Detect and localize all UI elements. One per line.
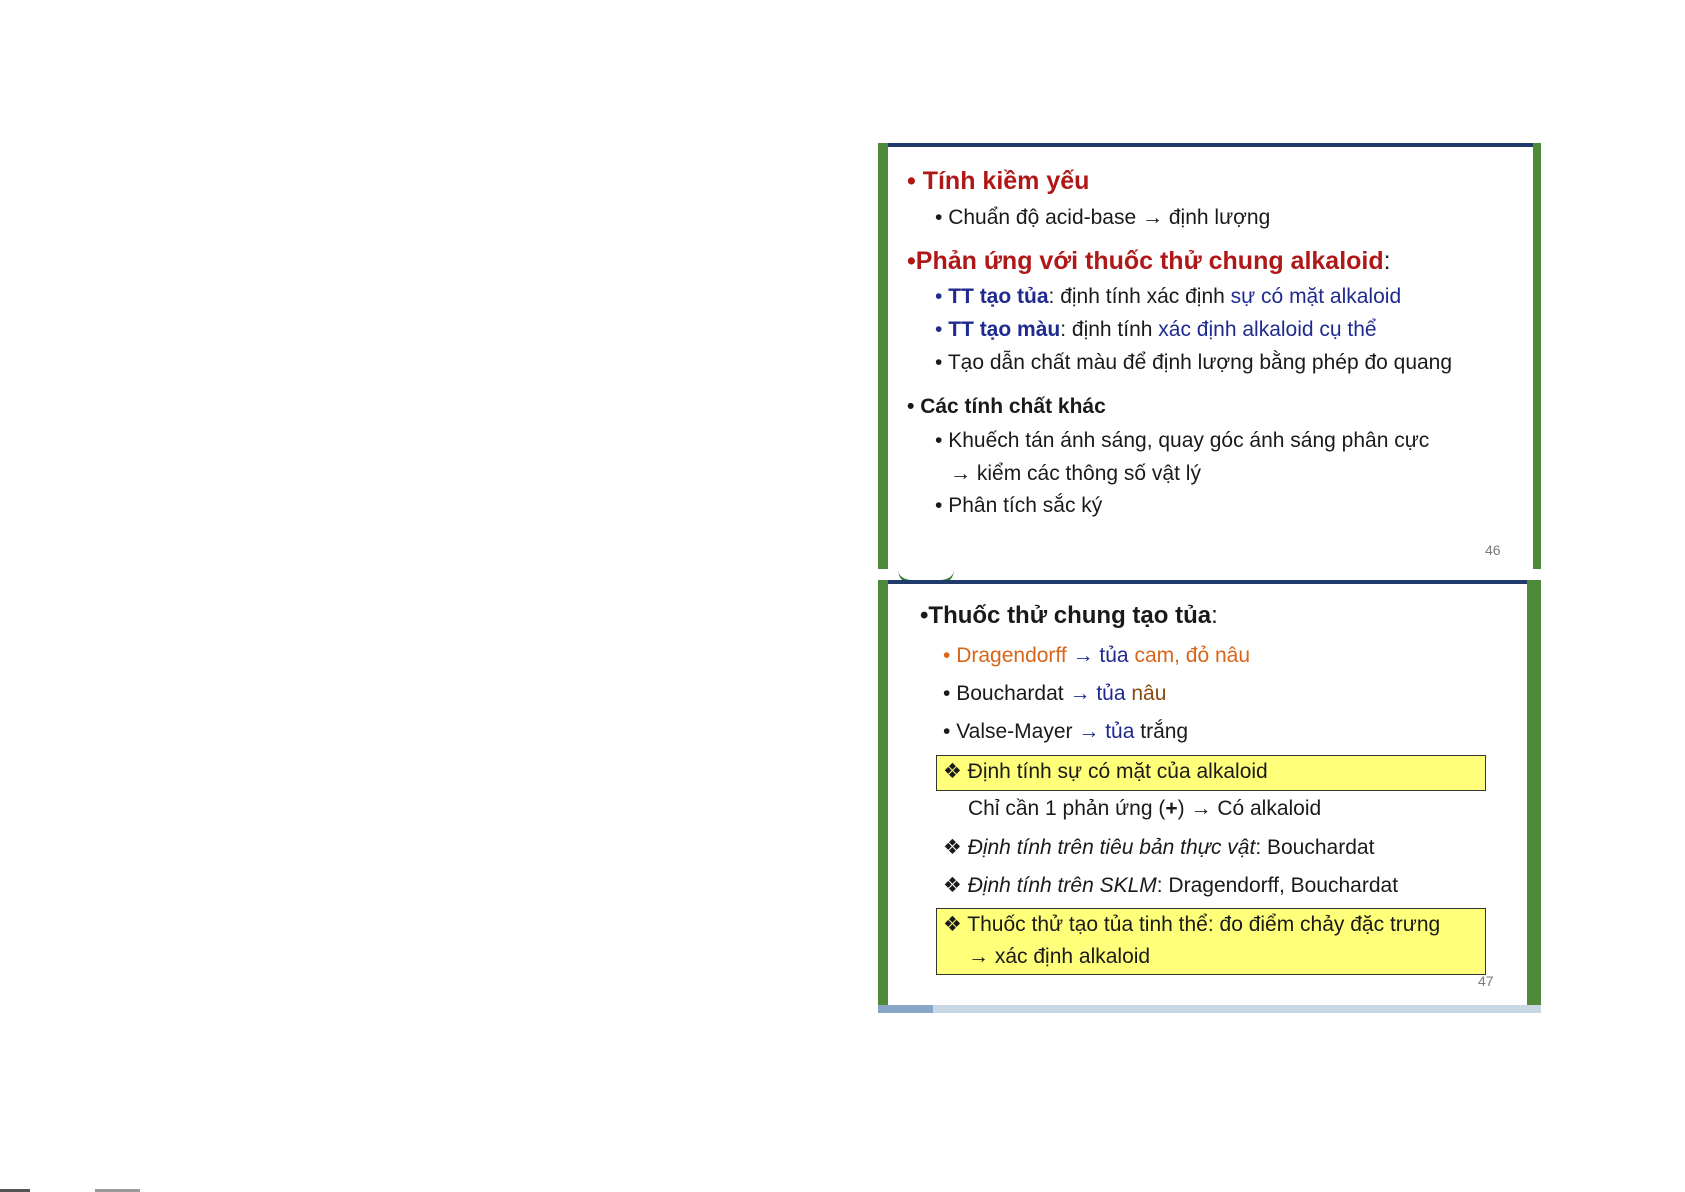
slide-right-border	[1533, 143, 1541, 569]
item-physical-params: → kiểm các thông số vật lý	[950, 462, 1201, 485]
bullet-icon: •	[935, 494, 943, 517]
diamond-bullet-icon: ❖	[943, 836, 962, 859]
item-titration: • Chuẩn độ acid-base → định lượng	[935, 206, 1271, 229]
heading-other-properties: • Các tính chất khác	[907, 395, 1106, 418]
arrow-right-icon: →	[1142, 206, 1164, 229]
bullet-icon: •	[935, 429, 943, 452]
arrow-right-icon: →	[1069, 682, 1091, 705]
slide-left-border	[878, 143, 888, 569]
note-one-reaction: Chỉ cần 1 phản ứng (+) → Có alkaloid	[968, 797, 1322, 820]
bullet-icon: •	[920, 602, 929, 629]
arrow-right-icon: →	[950, 462, 971, 485]
diamond-bullet-icon: ❖	[943, 913, 962, 936]
bullet-icon: •	[907, 247, 916, 275]
diamond-bullet-icon: ❖	[943, 760, 962, 783]
slide-right-border	[1527, 580, 1541, 1005]
page-number-47: 47	[1478, 973, 1494, 989]
item-bouchardat: • Bouchardat → tủa nâu	[943, 682, 1167, 705]
note-plant-specimen: ❖ Định tính trên tiêu bản thực vật: Bouchardat	[943, 836, 1375, 859]
note-identify-alkaloid: → xác định alkaloid	[968, 945, 1151, 968]
slide-left-border	[878, 580, 888, 1005]
note-tlc: ❖ Định tính trên SKLM: Dragendorff, Bouchardat	[943, 874, 1399, 897]
item-light-scattering: • Khuếch tán ánh sáng, quay góc ánh sáng phân cực	[935, 429, 1430, 452]
page-number-46: 46	[1485, 542, 1501, 558]
heading-weak-base: • Tính kiềm yếu	[907, 167, 1090, 195]
arrow-right-icon: →	[1190, 797, 1212, 820]
note-crystal-reagent: ❖ Thuốc thử tạo tủa tinh thể: đo điểm chảy đặc trưng	[943, 913, 1441, 936]
bullet-icon: •	[935, 285, 943, 308]
slide-bottom-strip	[878, 1005, 1541, 1013]
heading-reagents: •Phản ứng với thuốc thử chung alkaloid:	[907, 247, 1391, 275]
item-colored-derivative: • Tạo dẫn chất màu để định lượng bằng phép đo quang	[935, 351, 1453, 374]
bullet-icon: •	[935, 206, 943, 229]
bullet-icon: •	[935, 351, 943, 374]
slide-top-border	[878, 580, 1541, 584]
item-dragendorff: • Dragendorff → tủa cam, đỏ nâu	[943, 644, 1251, 667]
bullet-icon: •	[935, 318, 943, 341]
slide-bottom-strip-accent	[878, 1005, 933, 1013]
diamond-bullet-icon: ❖	[943, 874, 962, 897]
bullet-icon: •	[943, 720, 951, 743]
note-presence: ❖ Định tính sự có mặt của alkaloid	[943, 760, 1268, 783]
item-chromatography: • Phân tích sắc ký	[935, 494, 1103, 517]
bullet-icon: •	[943, 682, 951, 705]
arrow-right-icon: →	[1078, 720, 1100, 743]
bullet-icon: •	[907, 395, 915, 418]
bullet-icon: •	[943, 644, 951, 667]
slide-top-border	[878, 143, 1541, 147]
item-precipitate-reagent: • TT tạo tủa: định tính xác định sự có mặt alkaloid	[935, 285, 1402, 308]
item-color-reagent: • TT tạo màu: định tính xác định alkaloid cụ thể	[935, 318, 1377, 341]
arrow-right-icon: →	[1072, 644, 1094, 667]
item-valse-mayer: • Valse-Mayer → tủa trắng	[943, 720, 1189, 743]
bullet-icon: •	[907, 167, 916, 195]
heading-precipitating-reagents: •Thuốc thử chung tạo tủa:	[920, 602, 1218, 629]
arrow-right-icon: →	[968, 945, 989, 968]
